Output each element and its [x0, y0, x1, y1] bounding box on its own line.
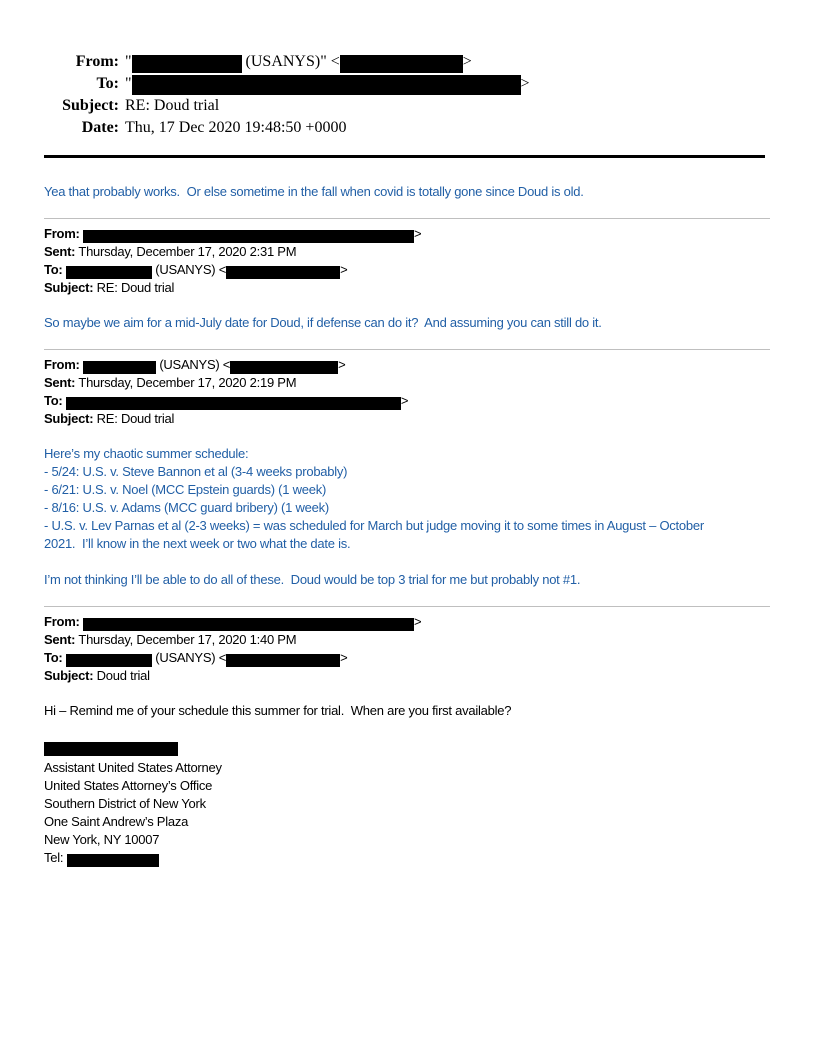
- mail-header-row: [44, 51, 770, 73]
- quoted-header: [44, 356, 770, 428]
- signature-line: Assistant United States Attorney: [44, 760, 222, 775]
- redaction-bar: [226, 654, 340, 667]
- header-value-text: RE: Doud trial: [125, 97, 220, 114]
- signature-line: New York, NY 10007: [44, 832, 160, 847]
- email-body-paragraph: [44, 183, 770, 201]
- mail-header-label: From:: [75, 53, 119, 70]
- header-value-text: (USANYS)" <: [241, 53, 340, 70]
- redaction-bar: [83, 618, 414, 631]
- header-value-text: Thursday, December 17, 2020 1:40 PM: [75, 632, 297, 647]
- quoted-header-row: [44, 410, 770, 428]
- quoted-header-label: From:: [44, 357, 80, 372]
- header-value-text: >: [340, 650, 348, 665]
- redaction-bar: [230, 361, 338, 374]
- email-body-line: - 6/21: U.S. v. Noel (MCC Epstein guards) (1 week): [44, 482, 327, 497]
- quoted-header-label: Subject:: [44, 411, 94, 426]
- redaction-bar: [83, 361, 156, 374]
- mail-header-value: [125, 51, 472, 73]
- quoted-header-label: To:: [44, 262, 63, 277]
- email-body-line: Yea that probably works. Or else sometime in the fall when covid is totally gone since Doud is old.: [44, 184, 584, 199]
- quoted-header-row: [44, 243, 770, 261]
- redaction-bar: [66, 266, 152, 279]
- mail-header-row: [44, 95, 770, 117]
- signature-block: [44, 742, 770, 867]
- mail-header-label: Date:: [81, 119, 119, 136]
- header-value-text: >: [413, 614, 422, 629]
- redaction-bar: [44, 742, 178, 756]
- signature-line: Southern District of New York: [44, 796, 206, 811]
- quoted-header-label: Sent:: [44, 632, 76, 647]
- mail-header: [44, 51, 770, 139]
- email-thread: [44, 183, 770, 720]
- signature-line: One Saint Andrew’s Plaza: [44, 814, 189, 829]
- quoted-header-label: From:: [44, 226, 80, 241]
- header-value-text: >: [462, 53, 472, 70]
- email-body-paragraph: [44, 314, 770, 332]
- header-value-text: >: [340, 262, 348, 277]
- header-value-text: >: [413, 226, 422, 241]
- quoted-header-row: [44, 667, 770, 685]
- quoted-header-label: From:: [44, 614, 80, 629]
- quoted-header-row: [44, 631, 770, 649]
- email-body-line: - U.S. v. Lev Parnas et al (2-3 weeks) = was scheduled for March but judge moving it to some times in August – October: [44, 518, 704, 533]
- header-value-text: Doud trial: [93, 668, 150, 683]
- quoted-header-row: [44, 613, 770, 631]
- quoted-header-row: [44, 356, 770, 374]
- mail-header-label: To:: [96, 75, 119, 92]
- mail-header-value: [125, 95, 219, 117]
- header-value-text: Thursday, December 17, 2020 2:31 PM: [75, 244, 297, 259]
- header-value-text: (USANYS) <: [155, 357, 231, 372]
- redaction-bar: [226, 266, 340, 279]
- header-value-text: Thu, 17 Dec 2020 19:48:50 +0000: [125, 119, 347, 136]
- header-value-text: (USANYS) <: [151, 650, 227, 665]
- email-body-line: So maybe we aim for a mid-July date for Doud, if defense can do it? And assuming you can still do it.: [44, 315, 602, 330]
- mail-header-row: [44, 73, 770, 95]
- email-body-line: - 5/24: U.S. v. Steve Bannon et al (3-4 weeks probably): [44, 464, 348, 479]
- mail-header-value: [125, 117, 346, 139]
- mail-header-label: Subject:: [62, 97, 119, 114]
- email-body-line: Here’s my chaotic summer schedule:: [44, 446, 249, 461]
- email-body-paragraph: [44, 445, 770, 553]
- quoted-header-row: [44, 225, 770, 243]
- email-body-line: - 8/16: U.S. v. Adams (MCC guard bribery) (1 week): [44, 500, 329, 515]
- quoted-header-label: Subject:: [44, 668, 94, 683]
- header-value-text: ": [125, 75, 132, 92]
- quoted-header: [44, 225, 770, 297]
- redaction-bar: [83, 230, 414, 243]
- signature-line: United States Attorney’s Office: [44, 778, 213, 793]
- redaction-bar: [132, 55, 242, 73]
- redaction-bar: [132, 75, 521, 95]
- message-divider: [44, 218, 770, 219]
- email-body-paragraph: [44, 571, 770, 589]
- header-value-text: >: [400, 393, 409, 408]
- redaction-bar: [66, 397, 401, 410]
- quoted-header-label: Subject:: [44, 280, 94, 295]
- redaction-bar: [67, 854, 159, 867]
- header-value-text: ": [125, 53, 132, 70]
- quoted-header-label: To:: [44, 393, 63, 408]
- quoted-header-label: Sent:: [44, 244, 76, 259]
- quoted-header-row: [44, 649, 770, 667]
- signature-tel-row: [44, 849, 770, 867]
- quoted-header: [44, 613, 770, 685]
- quoted-header-row: [44, 279, 770, 297]
- header-value-text: Thursday, December 17, 2020 2:19 PM: [75, 375, 297, 390]
- header-value-text: >: [338, 357, 346, 372]
- quoted-header-row: [44, 374, 770, 392]
- quoted-header-row: [44, 261, 770, 279]
- email-body-line: I’m not thinking I’ll be able to do all of these. Doud would be top 3 trial for me but probably not #1.: [44, 572, 581, 587]
- header-value-text: RE: Doud trial: [93, 280, 175, 295]
- header-value-text: RE: Doud trial: [93, 411, 175, 426]
- email-body-line: Hi – Remind me of your schedule this summer for trial. When are you first available?: [44, 703, 512, 718]
- redaction-bar: [340, 55, 463, 73]
- tel-label: Tel:: [44, 850, 67, 865]
- header-rule: [44, 155, 765, 158]
- quoted-header-label: To:: [44, 650, 63, 665]
- quoted-header-row: [44, 392, 770, 410]
- mail-header-row: [44, 117, 770, 139]
- email-body-paragraph: [44, 702, 770, 720]
- header-value-text: >: [520, 75, 530, 92]
- email-body-line: 2021. I’ll know in the next week or two what the date is.: [44, 536, 351, 551]
- quoted-header-label: Sent:: [44, 375, 76, 390]
- message-divider: [44, 606, 770, 607]
- message-divider: [44, 349, 770, 350]
- redaction-bar: [66, 654, 152, 667]
- mail-header-value: [125, 73, 530, 95]
- header-value-text: (USANYS) <: [151, 262, 227, 277]
